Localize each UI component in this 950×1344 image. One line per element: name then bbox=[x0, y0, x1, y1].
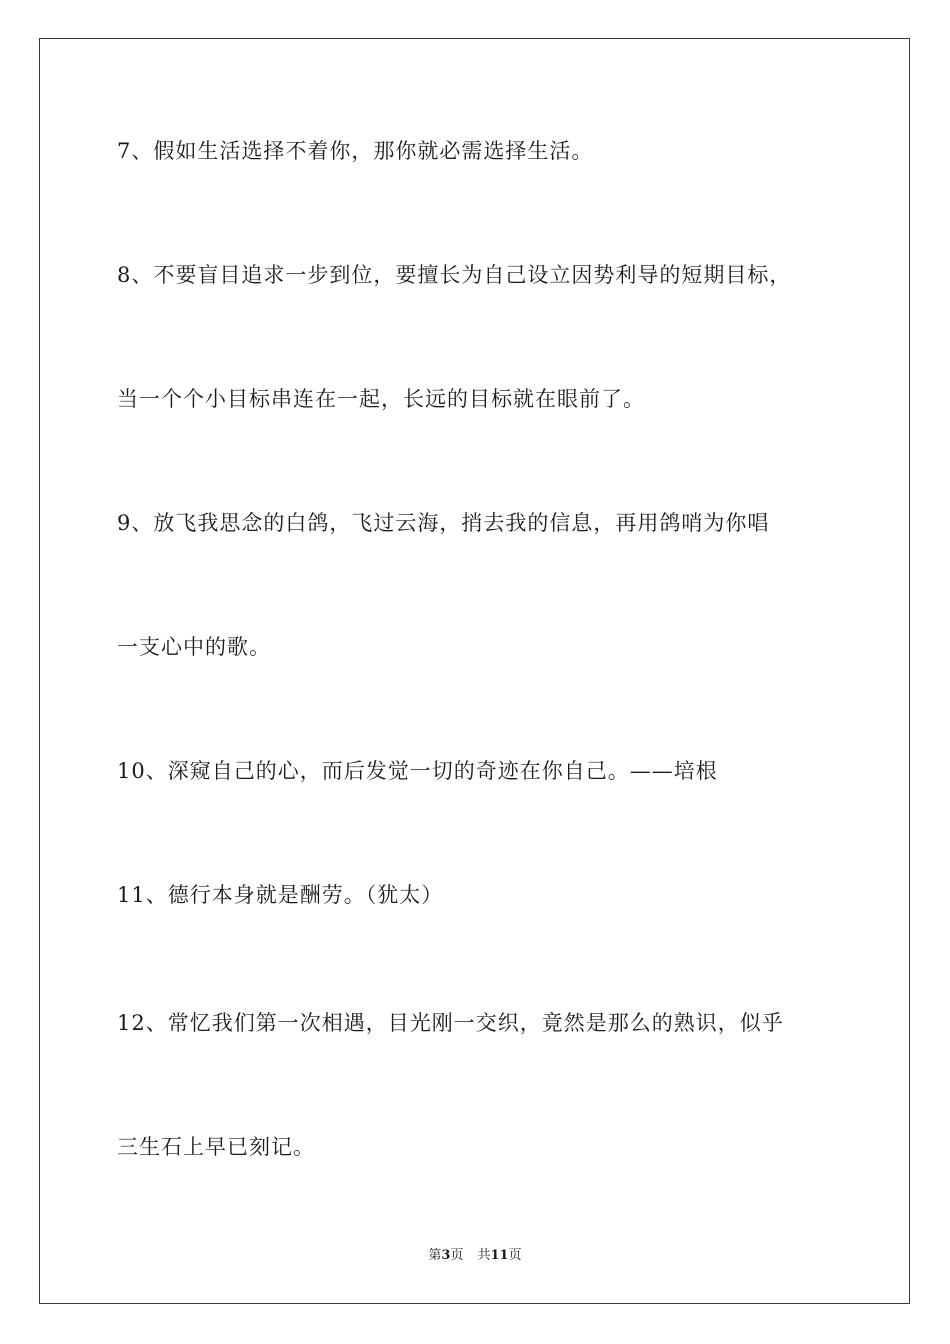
text-line: 9、放飞我思念的白鸽，飞过云海，捎去我的信息，再用鸽哨为你唱 bbox=[117, 511, 770, 535]
total-prefix: 共 bbox=[477, 1248, 491, 1263]
page-prefix: 第 bbox=[428, 1248, 442, 1263]
page-suffix: 页 bbox=[450, 1248, 464, 1263]
page-footer bbox=[0, 1247, 950, 1265]
text-line: 8、不要盲目追求一步到位，要擅长为自己设立因势利导的短期目标， bbox=[117, 263, 792, 287]
text-line: 三生石上早已刻记。 bbox=[117, 1135, 315, 1159]
text-line: 11、德行本身就是酬劳。（犹太） bbox=[117, 883, 444, 907]
text-line: 当一个个小目标串连在一起，长远的目标就在眼前了。 bbox=[117, 387, 645, 411]
text-line: 10、深窥自己的心，而后发觉一切的奇迹在你自己。——培根 bbox=[117, 759, 718, 783]
total-suffix: 页 bbox=[508, 1248, 522, 1263]
text-line: 7、假如生活选择不着你，那你就必需选择生活。 bbox=[117, 139, 594, 163]
total-pages: 11 bbox=[490, 1248, 509, 1263]
text-line: 一支心中的歌。 bbox=[117, 635, 271, 659]
page-frame bbox=[39, 38, 910, 1304]
text-line: 12、常忆我们第一次相遇，目光刚一交织，竟然是那么的熟识，似乎 bbox=[117, 1011, 784, 1035]
page-number: 3 bbox=[441, 1248, 451, 1263]
